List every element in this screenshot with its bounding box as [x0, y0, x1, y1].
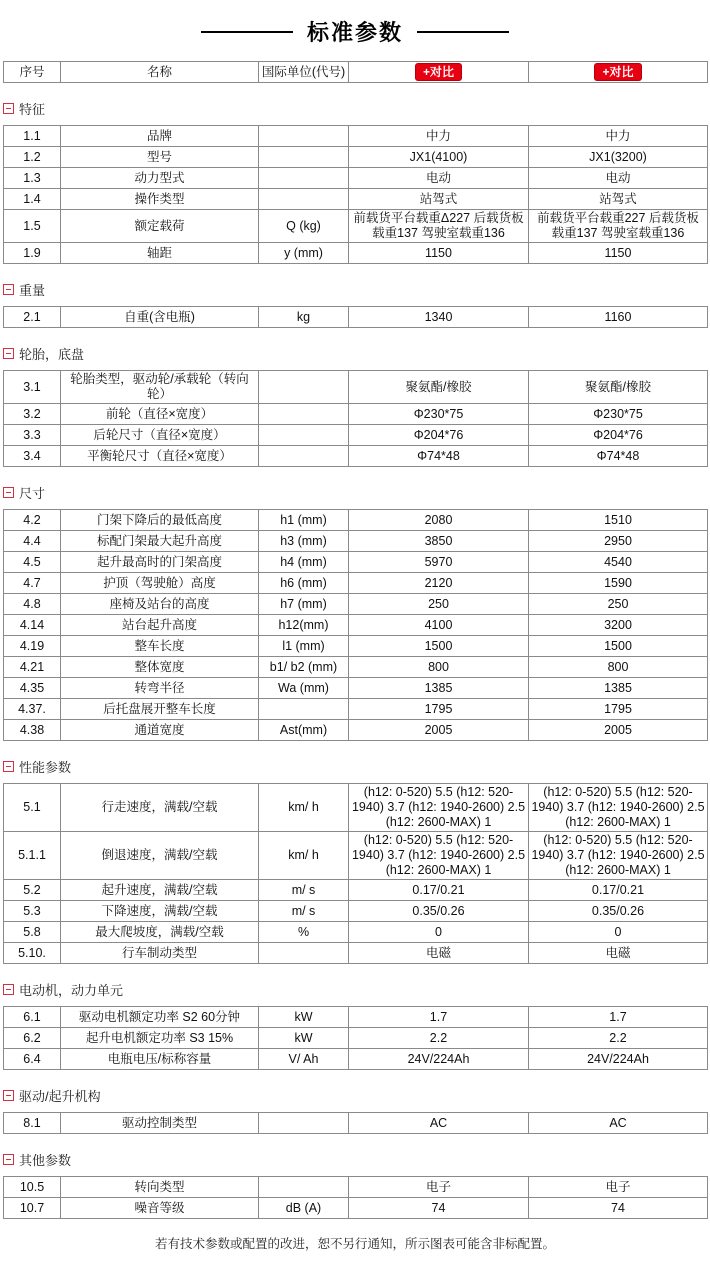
row-value2-cell: 站驾式 [529, 189, 708, 210]
row-unit-cell: Q (kg) [259, 210, 349, 243]
table-row [4, 657, 708, 678]
spec-section [3, 757, 707, 964]
spec-section [3, 980, 707, 1070]
row-name-cell: 动力型式 [61, 168, 259, 189]
row-value2-cell: 2005 [529, 720, 708, 741]
row-name-cell: 座椅及站台的高度 [61, 594, 259, 615]
row-id-cell: 6.1 [4, 1007, 61, 1028]
row-value2-cell: Φ204*76 [529, 425, 708, 446]
row-name-cell: 型号 [61, 147, 259, 168]
table-row [4, 307, 708, 328]
row-unit-cell: l1 (mm) [259, 636, 349, 657]
row-unit-cell: m/ s [259, 880, 349, 901]
spec-section [3, 99, 707, 264]
row-name-cell: 操作类型 [61, 189, 259, 210]
section-title: 性能参数 [19, 760, 72, 775]
row-value2-cell: 1385 [529, 678, 708, 699]
row-id-cell: 8.1 [4, 1113, 61, 1134]
row-unit-cell [259, 1177, 349, 1198]
row-value2-cell: 1795 [529, 699, 708, 720]
table-row [4, 371, 708, 404]
row-name-cell: 门架下降后的最低高度 [61, 510, 259, 531]
table-row [4, 699, 708, 720]
row-name-cell: 自重(含电瓶) [61, 307, 259, 328]
table-row [4, 425, 708, 446]
section-header [3, 980, 707, 999]
row-value2-cell: 1150 [529, 243, 708, 264]
row-value1-cell: 4100 [349, 615, 529, 636]
table-row [4, 594, 708, 615]
row-id-cell: 1.5 [4, 210, 61, 243]
row-unit-cell [259, 1113, 349, 1134]
row-id-cell: 4.7 [4, 573, 61, 594]
row-id-cell: 4.21 [4, 657, 61, 678]
row-id-cell: 4.35 [4, 678, 61, 699]
row-value1-cell: 聚氨酯/橡胶 [349, 371, 529, 404]
collapse-minus-icon[interactable] [3, 103, 14, 114]
row-value2-cell: 4540 [529, 552, 708, 573]
section-header [3, 483, 707, 502]
table-row [4, 210, 708, 243]
spec-section [3, 280, 707, 328]
row-value2-cell: (h12: 0-520) 5.5 (h12: 520-1940) 3.7 (h12: 1940-2600) 2.5 (h12: 2600-MAX) 1 [529, 784, 708, 832]
section-header [3, 1150, 707, 1169]
row-value1-cell: 2080 [349, 510, 529, 531]
row-value1-cell: 0.17/0.21 [349, 880, 529, 901]
row-value2-cell: 0.17/0.21 [529, 880, 708, 901]
header-cell-model1 [349, 62, 529, 83]
row-id-cell: 3.4 [4, 446, 61, 467]
table-row [4, 126, 708, 147]
collapse-minus-icon[interactable] [3, 1154, 14, 1165]
header-cell-model2 [529, 62, 708, 83]
section-title: 特征 [19, 102, 46, 117]
row-name-cell: 品牌 [61, 126, 259, 147]
row-unit-cell [259, 404, 349, 425]
table-row [4, 404, 708, 425]
row-id-cell: 5.1.1 [4, 832, 61, 880]
row-unit-cell: km/ h [259, 832, 349, 880]
row-value1-cell: 1150 [349, 243, 529, 264]
row-name-cell: 驱动控制类型 [61, 1113, 259, 1134]
row-value2-cell: JX1(3200) [529, 147, 708, 168]
row-value1-cell: 2120 [349, 573, 529, 594]
section-title: 重量 [19, 283, 46, 298]
row-id-cell: 10.7 [4, 1198, 61, 1219]
row-value1-cell: 250 [349, 594, 529, 615]
table-row [4, 1049, 708, 1070]
row-value2-cell: 电磁 [529, 943, 708, 964]
row-unit-cell: m/ s [259, 901, 349, 922]
row-id-cell: 5.3 [4, 901, 61, 922]
row-unit-cell: kW [259, 1028, 349, 1049]
table-row [4, 901, 708, 922]
row-value2-cell: 2950 [529, 531, 708, 552]
table-row [4, 1198, 708, 1219]
row-unit-cell: % [259, 922, 349, 943]
row-value2-cell: 电动 [529, 168, 708, 189]
spec-section [3, 1086, 707, 1134]
row-value1-cell: 5970 [349, 552, 529, 573]
row-value1-cell: 电磁 [349, 943, 529, 964]
row-value2-cell: 聚氨酯/橡胶 [529, 371, 708, 404]
row-id-cell: 1.3 [4, 168, 61, 189]
row-unit-cell: dB (A) [259, 1198, 349, 1219]
row-value1-cell: 中力 [349, 126, 529, 147]
table-row [4, 880, 708, 901]
row-value2-cell: 1590 [529, 573, 708, 594]
table-row [4, 552, 708, 573]
row-name-cell: 通道宽度 [61, 720, 259, 741]
row-value2-cell: Φ230*75 [529, 404, 708, 425]
row-value1-cell: Φ204*76 [349, 425, 529, 446]
row-id-cell: 10.5 [4, 1177, 61, 1198]
row-id-cell: 3.3 [4, 425, 61, 446]
row-unit-cell: h6 (mm) [259, 573, 349, 594]
compare-button-model1[interactable]: +对比 [415, 63, 462, 81]
row-value1-cell: 1.7 [349, 1007, 529, 1028]
table-row [4, 636, 708, 657]
section-header [3, 280, 707, 299]
row-id-cell: 1.4 [4, 189, 61, 210]
column-header-row [4, 62, 708, 83]
row-name-cell: 电瓶电压/标称容量 [61, 1049, 259, 1070]
row-name-cell: 噪音等级 [61, 1198, 259, 1219]
row-unit-cell [259, 371, 349, 404]
row-id-cell: 4.37. [4, 699, 61, 720]
table-row [4, 1113, 708, 1134]
row-value1-cell: JX1(4100) [349, 147, 529, 168]
row-value1-cell: Φ74*48 [349, 446, 529, 467]
section-table [3, 1006, 708, 1070]
row-id-cell: 4.4 [4, 531, 61, 552]
section-title: 电动机，动力单元 [19, 983, 124, 998]
row-name-cell: 整车长度 [61, 636, 259, 657]
row-value1-cell: 24V/224Ah [349, 1049, 529, 1070]
collapse-minus-icon[interactable] [3, 761, 14, 772]
row-name-cell: 额定载荷 [61, 210, 259, 243]
row-value1-cell: 前载货平台载重Δ227 后载货板载重137 驾驶室载重136 [349, 210, 529, 243]
row-id-cell: 4.5 [4, 552, 61, 573]
compare-button-model2[interactable]: +对比 [594, 63, 641, 81]
row-unit-cell: h12(mm) [259, 615, 349, 636]
row-id-cell: 2.1 [4, 307, 61, 328]
title-left-line [201, 31, 293, 33]
row-name-cell: 前轮（直径×宽度） [61, 404, 259, 425]
section-header [3, 344, 707, 363]
row-unit-cell [259, 446, 349, 467]
row-value1-cell: (h12: 0-520) 5.5 (h12: 520-1940) 3.7 (h12: 1940-2600) 2.5 (h12: 2600-MAX) 1 [349, 832, 529, 880]
row-value2-cell: 250 [529, 594, 708, 615]
table-row [4, 243, 708, 264]
section-title: 驱动/起升机构 [19, 1089, 101, 1104]
row-id-cell: 5.8 [4, 922, 61, 943]
row-value1-cell: 1340 [349, 307, 529, 328]
header-cell-name: 名称 [61, 62, 259, 83]
row-value1-cell: 3850 [349, 531, 529, 552]
spec-section [3, 1150, 707, 1219]
row-id-cell: 1.1 [4, 126, 61, 147]
row-value1-cell: Φ230*75 [349, 404, 529, 425]
row-id-cell: 6.4 [4, 1049, 61, 1070]
row-value1-cell: 站驾式 [349, 189, 529, 210]
row-value2-cell: 0.35/0.26 [529, 901, 708, 922]
row-value2-cell: 2.2 [529, 1028, 708, 1049]
table-row [4, 446, 708, 467]
row-value1-cell: 1500 [349, 636, 529, 657]
table-row [4, 510, 708, 531]
row-value2-cell: 电子 [529, 1177, 708, 1198]
row-unit-cell: h4 (mm) [259, 552, 349, 573]
table-row [4, 943, 708, 964]
table-row [4, 1177, 708, 1198]
spec-section [3, 344, 707, 467]
row-id-cell: 1.9 [4, 243, 61, 264]
section-header [3, 757, 707, 776]
row-value1-cell: 2.2 [349, 1028, 529, 1049]
row-unit-cell [259, 168, 349, 189]
row-value2-cell: 1500 [529, 636, 708, 657]
row-unit-cell: kW [259, 1007, 349, 1028]
table-row [4, 784, 708, 832]
section-table [3, 306, 708, 328]
row-id-cell: 3.2 [4, 404, 61, 425]
row-unit-cell: b1/ b2 (mm) [259, 657, 349, 678]
row-unit-cell: h7 (mm) [259, 594, 349, 615]
row-name-cell: 护顶（驾驶舱）高度 [61, 573, 259, 594]
page-title: 标准参数 [306, 20, 403, 45]
row-name-cell: 起升电机额定功率 S3 15% [61, 1028, 259, 1049]
title-right-line [417, 31, 509, 33]
collapse-minus-icon[interactable] [3, 284, 14, 295]
section-table [3, 125, 708, 264]
table-row [4, 531, 708, 552]
row-id-cell: 4.38 [4, 720, 61, 741]
row-name-cell: 标配门架最大起升高度 [61, 531, 259, 552]
sections-container [3, 99, 707, 1219]
section-table [3, 1176, 708, 1219]
row-name-cell: 后托盘展开整车长度 [61, 699, 259, 720]
collapse-minus-icon[interactable] [3, 487, 14, 498]
row-value1-cell: 0 [349, 922, 529, 943]
collapse-minus-icon[interactable] [3, 1090, 14, 1101]
row-value2-cell: 1510 [529, 510, 708, 531]
row-name-cell: 起升速度，满载/空载 [61, 880, 259, 901]
collapse-minus-icon[interactable] [3, 984, 14, 995]
row-id-cell: 5.1 [4, 784, 61, 832]
row-unit-cell [259, 189, 349, 210]
table-row [4, 720, 708, 741]
row-value1-cell: 2005 [349, 720, 529, 741]
row-value2-cell: 中力 [529, 126, 708, 147]
table-row [4, 147, 708, 168]
row-unit-cell: km/ h [259, 784, 349, 832]
row-value2-cell: AC [529, 1113, 708, 1134]
row-name-cell: 行走速度，满载/空载 [61, 784, 259, 832]
section-header [3, 1086, 707, 1105]
row-unit-cell: Wa (mm) [259, 678, 349, 699]
row-id-cell: 1.2 [4, 147, 61, 168]
row-value2-cell: 3200 [529, 615, 708, 636]
row-unit-cell [259, 425, 349, 446]
table-row [4, 1007, 708, 1028]
row-value1-cell: 800 [349, 657, 529, 678]
section-title: 其他参数 [19, 1153, 72, 1168]
header-cell-id: 序号 [4, 62, 61, 83]
table-row [4, 168, 708, 189]
row-name-cell: 倒退速度，满载/空载 [61, 832, 259, 880]
row-unit-cell: Ast(mm) [259, 720, 349, 741]
column-header-table [3, 61, 708, 83]
row-unit-cell: V/ Ah [259, 1049, 349, 1070]
table-row [4, 615, 708, 636]
row-value2-cell: (h12: 0-520) 5.5 (h12: 520-1940) 3.7 (h12: 1940-2600) 2.5 (h12: 2600-MAX) 1 [529, 832, 708, 880]
table-row [4, 678, 708, 699]
row-id-cell: 4.14 [4, 615, 61, 636]
footer-disclaimer: 若有技术参数或配置的改进，恕不另行通知，所示图表可能含非标配置。 [154, 1237, 555, 1251]
row-value2-cell: 800 [529, 657, 708, 678]
row-value2-cell: Φ74*48 [529, 446, 708, 467]
table-row [4, 573, 708, 594]
row-unit-cell: kg [259, 307, 349, 328]
section-header [3, 99, 707, 118]
table-row [4, 832, 708, 880]
row-name-cell: 最大爬坡度，满载/空载 [61, 922, 259, 943]
table-row [4, 189, 708, 210]
row-name-cell: 下降速度，满载/空载 [61, 901, 259, 922]
row-unit-cell: y (mm) [259, 243, 349, 264]
row-value2-cell: 24V/224Ah [529, 1049, 708, 1070]
row-value1-cell: 74 [349, 1198, 529, 1219]
row-value1-cell: AC [349, 1113, 529, 1134]
row-name-cell: 后轮尺寸（直径×宽度） [61, 425, 259, 446]
row-value2-cell: 1160 [529, 307, 708, 328]
row-name-cell: 轴距 [61, 243, 259, 264]
row-value1-cell: 1795 [349, 699, 529, 720]
row-id-cell: 6.2 [4, 1028, 61, 1049]
table-row [4, 1028, 708, 1049]
spec-section [3, 483, 707, 741]
row-id-cell: 4.8 [4, 594, 61, 615]
row-name-cell: 转弯半径 [61, 678, 259, 699]
row-name-cell: 平衡轮尺寸（直径×宽度） [61, 446, 259, 467]
row-value1-cell: 电动 [349, 168, 529, 189]
row-id-cell: 5.10. [4, 943, 61, 964]
section-table [3, 783, 708, 964]
row-value1-cell: 0.35/0.26 [349, 901, 529, 922]
row-name-cell: 轮胎类型，驱动轮/承载轮（转向轮） [61, 371, 259, 404]
row-value1-cell: 1385 [349, 678, 529, 699]
row-unit-cell: h1 (mm) [259, 510, 349, 531]
row-value2-cell: 1.7 [529, 1007, 708, 1028]
row-value2-cell: 前载货平台载重227 后载货板载重137 驾驶室载重136 [529, 210, 708, 243]
row-id-cell: 5.2 [4, 880, 61, 901]
row-name-cell: 行车制动类型 [61, 943, 259, 964]
row-unit-cell [259, 699, 349, 720]
table-row [4, 922, 708, 943]
section-table [3, 370, 708, 467]
section-title: 轮胎，底盘 [19, 347, 85, 362]
section-table [3, 509, 708, 741]
row-name-cell: 站台起升高度 [61, 615, 259, 636]
row-value2-cell: 74 [529, 1198, 708, 1219]
row-unit-cell [259, 943, 349, 964]
row-value2-cell: 0 [529, 922, 708, 943]
section-title: 尺寸 [19, 486, 46, 501]
row-name-cell: 驱动电机额定功率 S2 60分钟 [61, 1007, 259, 1028]
row-name-cell: 转向类型 [61, 1177, 259, 1198]
section-table [3, 1112, 708, 1134]
row-value1-cell: (h12: 0-520) 5.5 (h12: 520-1940) 3.7 (h12: 1940-2600) 2.5 (h12: 2600-MAX) 1 [349, 784, 529, 832]
row-id-cell: 4.2 [4, 510, 61, 531]
row-unit-cell [259, 147, 349, 168]
row-unit-cell: h3 (mm) [259, 531, 349, 552]
row-unit-cell [259, 126, 349, 147]
collapse-minus-icon[interactable] [3, 348, 14, 359]
row-name-cell: 整体宽度 [61, 657, 259, 678]
header-cell-unit: 国际单位(代号) [259, 62, 349, 83]
row-name-cell: 起升最高时的门架高度 [61, 552, 259, 573]
row-value1-cell: 电子 [349, 1177, 529, 1198]
row-id-cell: 3.1 [4, 371, 61, 404]
page-title-row [3, 0, 707, 47]
row-id-cell: 4.19 [4, 636, 61, 657]
